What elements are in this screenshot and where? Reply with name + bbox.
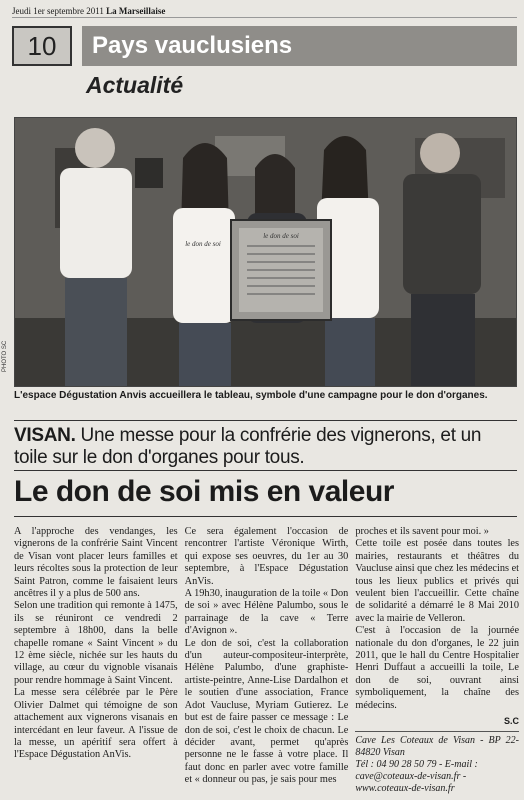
kicker-text: Une messe pour la confrérie des vignerons, et un toile sur le don d'organes pour tous. [14, 425, 482, 468]
masthead-publication: La Marseillaise [106, 6, 166, 16]
paragraph: La messe sera célébrée par le Père Olivier Dalmet qui témoigne de son attachement aux vignerons visanais en intercédant en leur faveur. A l'issue de la messe, un apéritif sera offert à l'Espace Dégustation AnVis. [14, 687, 178, 761]
article-body [14, 526, 519, 800]
contact-line: Tél : 04 90 28 50 79 - E-mail : [355, 758, 478, 770]
group-photo-illustration [15, 118, 517, 387]
masthead-date: Jeudi 1er septembre 2011 [12, 6, 104, 16]
paragraph: Ce sera également l'occasion de rencontrer l'artiste Véronique Wirth, qui expose ses oeuvres, du 1er au 30 septembre, à l'Espace Dégustation AnVis. [184, 526, 349, 587]
article-column-2 [185, 526, 349, 800]
panel-label: le don de soi [263, 232, 299, 240]
paragraph: Le don de soi, c'est la collaboration d'un auteur-compositeur-interprète, Hélène Palumbo, d'une graphiste-artiste-peintre, Anne-Lise Dardalhon et le soutien d'une association, France Adot Vaucluse, Myriam Gutierez. Le but est de faire passer ce message : Le don de soi, c'est le choix de chacun. Le décider avant, permet qu'après personne ne le fasse à votre place. Il faut donc en parler avec votre famille et « donneur ou pas, je sais pour mes [184, 637, 349, 786]
paragraph: A l'approche des vendanges, les vignerons de la confrérie Saint Vincent de Visan vont placer leurs familles et leurs récoltes sous la protection de leur Saint Patron, comme le faisaient leurs ancêtres il y a plus de 500 ans. [14, 526, 178, 600]
section-title: Pays vauclusiens [82, 26, 517, 66]
shirt-text: le don de soi [185, 240, 221, 248]
section-subtitle: Actualité [86, 72, 184, 98]
paragraph: C'est à l'occasion de la journée nationale du don d'organes, le 22 juin 2011, que le hall du Centre Hospitalier Henri Duffaut a accueilli la toile, Le don de soi, ouvrant ainsi symboliquement, la chaîne des médecins. [355, 625, 520, 711]
article-photo [14, 117, 517, 387]
photo-credit: PHOTO SC [2, 340, 8, 372]
article-kicker [14, 425, 514, 469]
photo-caption: L'espace Dégustation Anvis accueillera le tableau, symbole d'une campagne pour le don d'organes. [14, 390, 488, 401]
article-column-1 [14, 526, 178, 800]
paragraph: A 19h30, inauguration de la toile « Don de soi » avec Hélène Palumbo, sous le parrainage de la cave « Terre d'Avignon ». [184, 588, 349, 637]
paragraph: proches et ils savent pour moi. » [355, 526, 489, 537]
divider [14, 420, 517, 421]
article-column-3 [355, 526, 519, 800]
contact-email: cave@coteaux-de-visan.fr - [355, 770, 467, 782]
paragraph: Cette toile est posée dans toutes les mairies, restaurants et théâtres du Vaucluse ainsi que chez les médecins et tous les lieux publics et privés qui veulent bien l'accueillir. Cette chaîne de solidarité a démarré le 8 Mai 2010 avec la mairie de Velleron. [355, 538, 520, 624]
divider [14, 470, 517, 471]
divider [14, 516, 517, 517]
paragraph: Selon une tradition qui remonte à 1475, ils se réuniront ce vendredi 2 septembre à 18h00, dans la belle chapelle romane « Saint Vincent » du 12 ème siècle, nichée sur les hauts du village, au cœur du vignoble visanais pour rendre hommage à Saint Vincent. [14, 600, 178, 686]
contact-line: Cave Les Coteaux de Visan - BP 22- 84820 Visan [355, 734, 520, 758]
author-signature: S.C [504, 716, 520, 727]
contact-website: www.coteaux-de-visan.fr [355, 782, 455, 794]
section-header [12, 26, 517, 68]
page-number: 10 [12, 26, 72, 66]
masthead [12, 6, 517, 18]
contact-box [355, 731, 519, 795]
article-place: VISAN. [14, 425, 76, 446]
article-headline: Le don de soi mis en valeur [14, 475, 394, 508]
